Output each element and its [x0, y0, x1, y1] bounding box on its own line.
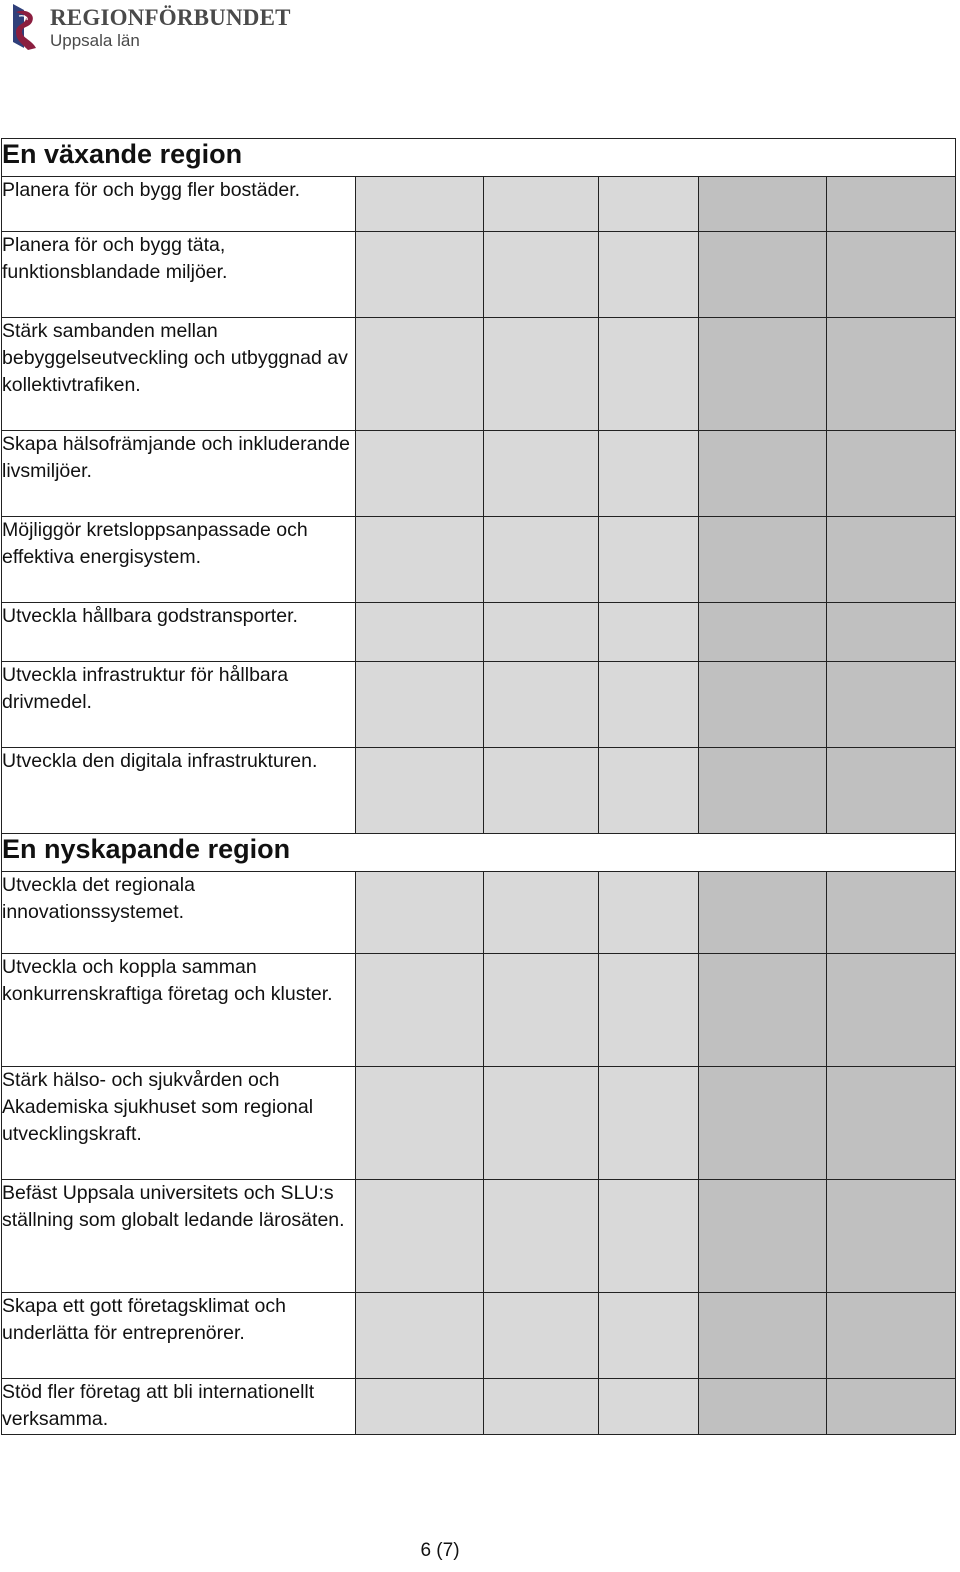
- rating-cell[interactable]: [484, 517, 599, 603]
- rating-cell[interactable]: [699, 1180, 827, 1293]
- rating-cell[interactable]: [827, 177, 956, 232]
- section-header-row: [2, 834, 956, 872]
- rating-cell[interactable]: [827, 318, 956, 431]
- rating-cell[interactable]: [356, 431, 484, 517]
- rating-cell[interactable]: [484, 662, 599, 748]
- table-row: [2, 232, 956, 318]
- rating-cell[interactable]: [827, 603, 956, 662]
- rating-cell[interactable]: [356, 1379, 484, 1435]
- rating-cell[interactable]: [356, 662, 484, 748]
- rating-cell[interactable]: [827, 431, 956, 517]
- goal-label: Planera för och bygg täta, funktionsblandade miljöer.: [2, 232, 356, 318]
- table-row: [2, 1293, 956, 1379]
- table-row: [2, 177, 956, 232]
- rating-cell[interactable]: [356, 872, 484, 954]
- rating-cell[interactable]: [599, 1293, 699, 1379]
- logo-subtitle: Uppsala län: [50, 31, 140, 50]
- rating-cell[interactable]: [827, 662, 956, 748]
- rating-cell[interactable]: [599, 1180, 699, 1293]
- rating-cell[interactable]: [484, 748, 599, 834]
- rating-cell[interactable]: [699, 232, 827, 318]
- rating-cell[interactable]: [356, 232, 484, 318]
- rating-cell[interactable]: [356, 1293, 484, 1379]
- table-row: [2, 517, 956, 603]
- rating-cell[interactable]: [484, 954, 599, 1067]
- rating-cell[interactable]: [356, 318, 484, 431]
- goal-label: Skapa ett gott företagsklimat och underlätta för entreprenörer.: [2, 1293, 356, 1379]
- rating-cell[interactable]: [599, 318, 699, 431]
- table-row: [2, 748, 956, 834]
- table-row: [2, 1180, 956, 1293]
- goal-label: Skapa hälsofrämjande och inkluderande livsmiljöer.: [2, 431, 356, 517]
- rating-cell[interactable]: [599, 748, 699, 834]
- rating-cell[interactable]: [484, 1180, 599, 1293]
- goal-label: Utveckla hållbara godstransporter.: [2, 603, 356, 662]
- rating-cell[interactable]: [699, 318, 827, 431]
- table-row: [2, 662, 956, 748]
- rating-cell[interactable]: [827, 1180, 956, 1293]
- rating-cell[interactable]: [484, 1067, 599, 1180]
- rating-cell[interactable]: [356, 1067, 484, 1180]
- rating-cell[interactable]: [484, 1293, 599, 1379]
- table-row: [2, 603, 956, 662]
- rating-cell[interactable]: [484, 1379, 599, 1435]
- rating-cell[interactable]: [599, 954, 699, 1067]
- rating-cell[interactable]: [599, 1379, 699, 1435]
- page-number: 6 (7): [420, 1540, 460, 1561]
- goal-label: Möjliggör kretsloppsanpassade och effektiva energisystem.: [2, 517, 356, 603]
- logo: [10, 2, 291, 52]
- rating-cell[interactable]: [827, 1067, 956, 1180]
- goal-label: Planera för och bygg fler bostäder.: [2, 177, 356, 232]
- section-title: En växande region: [2, 139, 956, 177]
- rating-cell[interactable]: [599, 1067, 699, 1180]
- rating-cell[interactable]: [484, 318, 599, 431]
- rating-cell[interactable]: [827, 872, 956, 954]
- goal-label: Utveckla det regionala innovationssystemet.: [2, 872, 356, 954]
- rating-cell[interactable]: [484, 603, 599, 662]
- rating-cell[interactable]: [484, 872, 599, 954]
- rating-cell[interactable]: [699, 748, 827, 834]
- rating-cell[interactable]: [356, 1180, 484, 1293]
- logo-title: REGIONFÖRBUNDET: [50, 5, 291, 30]
- rating-cell[interactable]: [356, 954, 484, 1067]
- rating-cell[interactable]: [356, 603, 484, 662]
- rating-cell[interactable]: [827, 1293, 956, 1379]
- goal-label: Utveckla och koppla samman konkurrenskraftiga företag och kluster.: [2, 954, 356, 1067]
- rating-cell[interactable]: [827, 1379, 956, 1435]
- goal-label: Stärk hälso- och sjukvården och Akademiska sjukhuset som regional utvecklingskraft.: [2, 1067, 356, 1180]
- rating-cell[interactable]: [699, 954, 827, 1067]
- table-row: [2, 431, 956, 517]
- rating-cell[interactable]: [699, 431, 827, 517]
- rating-cell[interactable]: [699, 872, 827, 954]
- rating-cell[interactable]: [699, 517, 827, 603]
- rating-cell[interactable]: [699, 177, 827, 232]
- rating-cell[interactable]: [827, 954, 956, 1067]
- goal-label: Utveckla infrastruktur för hållbara drivmedel.: [2, 662, 356, 748]
- goal-label: Stärk sambanden mellan bebyggelseutveckling och utbyggnad av kollektivtrafiken.: [2, 318, 356, 431]
- table-row: [2, 954, 956, 1067]
- rating-cell[interactable]: [599, 232, 699, 318]
- rating-cell[interactable]: [699, 1379, 827, 1435]
- rating-cell[interactable]: [356, 748, 484, 834]
- table-row: [2, 872, 956, 954]
- rating-cell[interactable]: [827, 232, 956, 318]
- rating-cell[interactable]: [484, 232, 599, 318]
- rating-cell[interactable]: [599, 517, 699, 603]
- rating-cell[interactable]: [827, 748, 956, 834]
- rating-cell[interactable]: [599, 431, 699, 517]
- rating-cell[interactable]: [356, 177, 484, 232]
- rating-cell[interactable]: [484, 431, 599, 517]
- rating-cell[interactable]: [599, 872, 699, 954]
- table-row: [2, 1067, 956, 1180]
- table-row: [2, 1379, 956, 1435]
- regionforbundet-logo-icon: [10, 2, 40, 52]
- rating-cell[interactable]: [484, 177, 599, 232]
- rating-cell[interactable]: [356, 517, 484, 603]
- goal-assessment-table: [1, 138, 956, 1435]
- rating-cell[interactable]: [699, 1293, 827, 1379]
- rating-cell[interactable]: [599, 603, 699, 662]
- goal-label: Utveckla den digitala infrastrukturen.: [2, 748, 356, 834]
- rating-cell[interactable]: [699, 662, 827, 748]
- goal-label: Stöd fler företag att bli internationellt verksamma.: [2, 1379, 356, 1435]
- goal-label: Befäst Uppsala universitets och SLU:s ställning som globalt ledande lärosäten.: [2, 1180, 356, 1293]
- section-header-row: [2, 139, 956, 177]
- rating-cell[interactable]: [827, 517, 956, 603]
- rating-cell[interactable]: [699, 1067, 827, 1180]
- table-row: [2, 318, 956, 431]
- rating-cell[interactable]: [599, 662, 699, 748]
- section-title: En nyskapande region: [2, 834, 956, 872]
- rating-cell[interactable]: [699, 603, 827, 662]
- rating-cell[interactable]: [599, 177, 699, 232]
